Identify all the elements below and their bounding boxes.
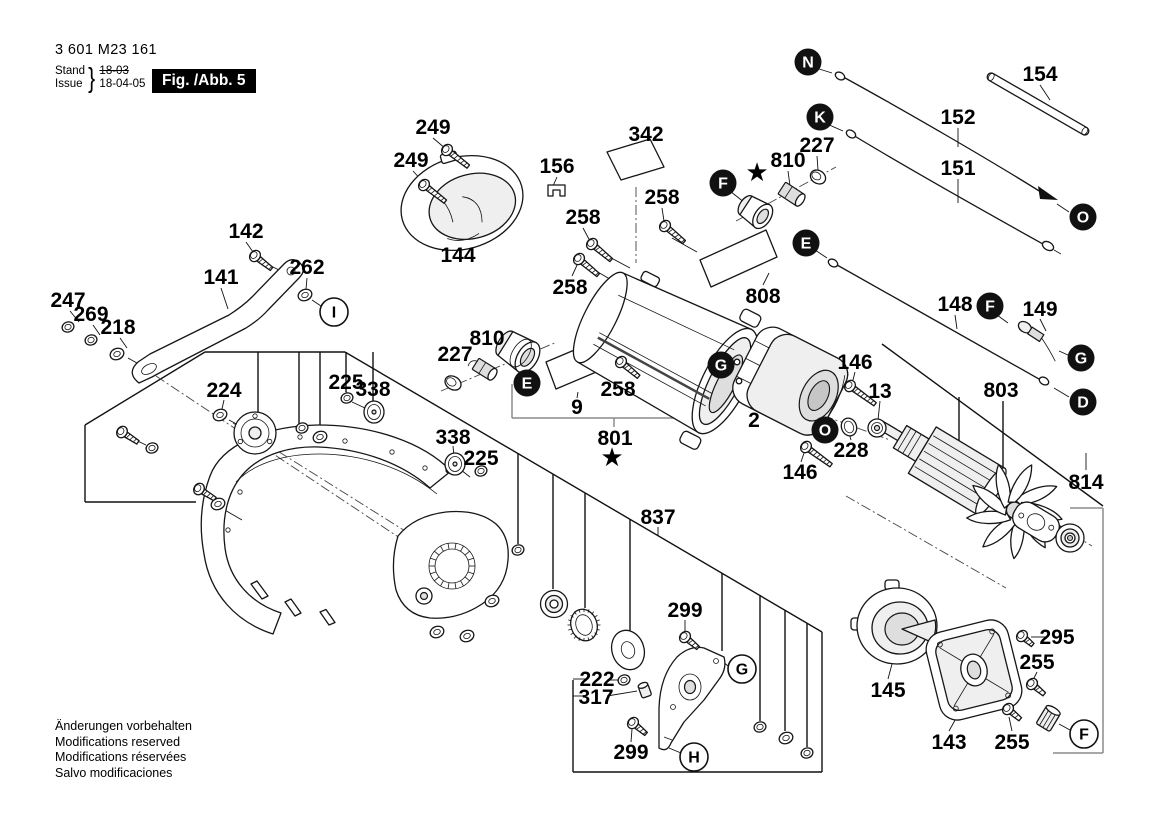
part-callout-224: 224 <box>206 379 242 402</box>
revision-label-issue: Issue <box>55 78 83 90</box>
screw <box>115 424 142 447</box>
washer <box>296 287 313 302</box>
part-number: 3 601 M23 161 <box>55 42 157 58</box>
svg-text:O: O <box>818 422 832 440</box>
ref-marker-H <box>680 743 708 771</box>
toothed-ring <box>567 606 602 644</box>
part-callout-810: 810 <box>469 327 505 350</box>
ref-marker-G <box>728 655 756 683</box>
part-callout-143: 143 <box>931 731 967 754</box>
washer <box>777 730 794 745</box>
part-callout-228: 228 <box>833 439 869 462</box>
note-fr: Modifications réservées <box>55 750 187 764</box>
part-callout-227: 227 <box>799 134 835 157</box>
note-de: Änderungen vorbehalten <box>55 719 192 733</box>
sticker-808 <box>700 230 777 287</box>
part-callout-317: 317 <box>578 686 614 709</box>
screw <box>1024 676 1048 699</box>
part-callout-338: 338 <box>435 426 471 449</box>
part-callout-258: 258 <box>565 206 601 229</box>
part-callout-146: 146 <box>782 461 818 484</box>
cable-151 <box>845 128 1061 254</box>
screw <box>247 248 275 273</box>
nut <box>753 720 768 734</box>
part-callout-258: 258 <box>552 276 588 299</box>
brush-cap-227-upper <box>808 167 828 187</box>
flanged-bearing <box>445 453 465 475</box>
svg-text:F: F <box>1079 726 1089 744</box>
part-callout-13: 13 <box>868 380 892 403</box>
cable-152 <box>834 70 1058 200</box>
washer <box>458 628 475 643</box>
part-callout-262: 262 <box>289 256 325 279</box>
part-callout-218: 218 <box>100 316 136 339</box>
carbon-brush-810-upper <box>778 182 807 208</box>
part-callout-810: 810 <box>770 149 806 172</box>
part-callout-299: 299 <box>667 599 703 622</box>
screw <box>1014 628 1036 649</box>
revision-label-stand: Stand <box>55 65 86 77</box>
figure-label: Fig. /Abb. 5 <box>152 69 256 93</box>
flanged-bearing <box>364 401 384 423</box>
bearing-13 <box>868 419 886 437</box>
wire-marker-E <box>514 370 541 397</box>
part-callout-342: 342 <box>628 123 664 146</box>
part-callout-225: 225 <box>463 447 499 470</box>
title-block <box>55 42 157 94</box>
part-callout-225: 225 <box>328 371 364 394</box>
wire-marker-F <box>977 293 1004 320</box>
clip-156 <box>548 185 565 196</box>
wire-marker-E <box>793 230 820 257</box>
part-callout-141: 141 <box>203 266 239 289</box>
svg-text:O: O <box>1076 209 1090 227</box>
wire-marker-G <box>708 352 735 379</box>
wire-marker-O <box>1070 204 1097 231</box>
part-callout-149: 149 <box>1022 298 1058 321</box>
spindle-bearing <box>541 591 568 618</box>
part-callout-255: 255 <box>1019 651 1055 674</box>
bearing-814 <box>1056 524 1084 552</box>
part-callout-258: 258 <box>600 378 636 401</box>
part-callout-801: 801 <box>597 427 633 450</box>
cable-grommet <box>1036 704 1062 732</box>
star-marker: ★ <box>600 443 624 473</box>
svg-text:H: H <box>688 749 700 767</box>
part-callout-808: 808 <box>745 285 781 308</box>
revision-brace: } <box>88 62 96 93</box>
svg-text:E: E <box>800 235 812 253</box>
wire-marker-K <box>807 104 834 131</box>
part-callout-227: 227 <box>437 343 473 366</box>
brush-cap-227-lower <box>442 373 463 393</box>
part-callout-222: 222 <box>579 668 615 691</box>
part-callout-145: 145 <box>870 679 906 702</box>
wire-marker-N <box>795 49 822 76</box>
flange-disc <box>234 412 276 454</box>
part-callout-258: 258 <box>644 186 680 209</box>
ref-marker-I <box>320 298 348 326</box>
bushing-317 <box>637 681 651 698</box>
part-callout-152: 152 <box>940 106 976 129</box>
part-callout-249: 249 <box>393 149 429 172</box>
ref-marker-F <box>1070 720 1098 748</box>
screw <box>625 715 650 738</box>
part-callout-338: 338 <box>355 378 391 401</box>
revision-old-date: 18-03 <box>99 65 129 77</box>
wire-marker-O <box>812 417 839 444</box>
part-callout-295: 295 <box>1039 626 1075 649</box>
part-callout-156: 156 <box>539 155 575 178</box>
note-en: Modifications reserved <box>55 734 181 749</box>
ring-228 <box>839 416 859 438</box>
washer <box>108 346 125 361</box>
part-callout-2: 2 <box>748 409 760 432</box>
note-es: Salvo modificaciones <box>55 765 173 780</box>
part-callout-299: 299 <box>613 741 649 764</box>
revision-new-date: 18-04-05 <box>99 78 146 90</box>
support-plate <box>659 647 725 749</box>
modification-notes <box>55 719 192 781</box>
wire-marker-D <box>1070 389 1097 416</box>
part-callout-144: 144 <box>440 244 476 267</box>
svg-text:G: G <box>735 661 749 679</box>
svg-text:G: G <box>1074 350 1088 368</box>
screw <box>657 218 688 246</box>
part-callout-249: 249 <box>415 116 451 139</box>
part-callout-255: 255 <box>994 731 1030 754</box>
part-callout-142: 142 <box>228 220 264 243</box>
part-callout-148: 148 <box>937 293 973 316</box>
nut <box>84 333 99 347</box>
svg-text:F: F <box>985 298 995 316</box>
star-marker: ★ <box>745 158 769 188</box>
svg-text:G: G <box>714 357 728 375</box>
part-callout-247: 247 <box>50 289 86 312</box>
fan-cover-145 <box>851 580 937 664</box>
part-callout-837: 837 <box>640 506 676 529</box>
nut <box>800 746 815 760</box>
nut <box>511 543 526 557</box>
part-callout-154: 154 <box>1022 63 1058 86</box>
svg-text:N: N <box>802 54 814 72</box>
part-callout-9: 9 <box>571 396 583 419</box>
wire-marker-G <box>1068 345 1095 372</box>
svg-text:E: E <box>521 375 533 393</box>
large-washer-disc <box>607 626 650 674</box>
part-callout-803: 803 <box>983 379 1019 402</box>
svg-text:I: I <box>331 304 337 322</box>
wire-marker-F <box>710 170 737 197</box>
part-callout-814: 814 <box>1068 471 1104 494</box>
nut <box>617 673 632 687</box>
part-callout-151: 151 <box>940 157 976 180</box>
svg-text:F: F <box>718 175 728 193</box>
armature-803 <box>853 387 1099 587</box>
washer <box>428 624 445 639</box>
part-callout-269: 269 <box>73 303 109 326</box>
svg-text:K: K <box>814 109 826 127</box>
svg-text:D: D <box>1077 394 1089 412</box>
brush-holder-upper <box>734 191 777 232</box>
washer <box>211 407 228 422</box>
nut <box>145 441 160 455</box>
revision-block <box>55 62 157 94</box>
screw <box>584 236 615 264</box>
part-callout-146: 146 <box>837 351 873 374</box>
connector-149 <box>1012 319 1064 361</box>
